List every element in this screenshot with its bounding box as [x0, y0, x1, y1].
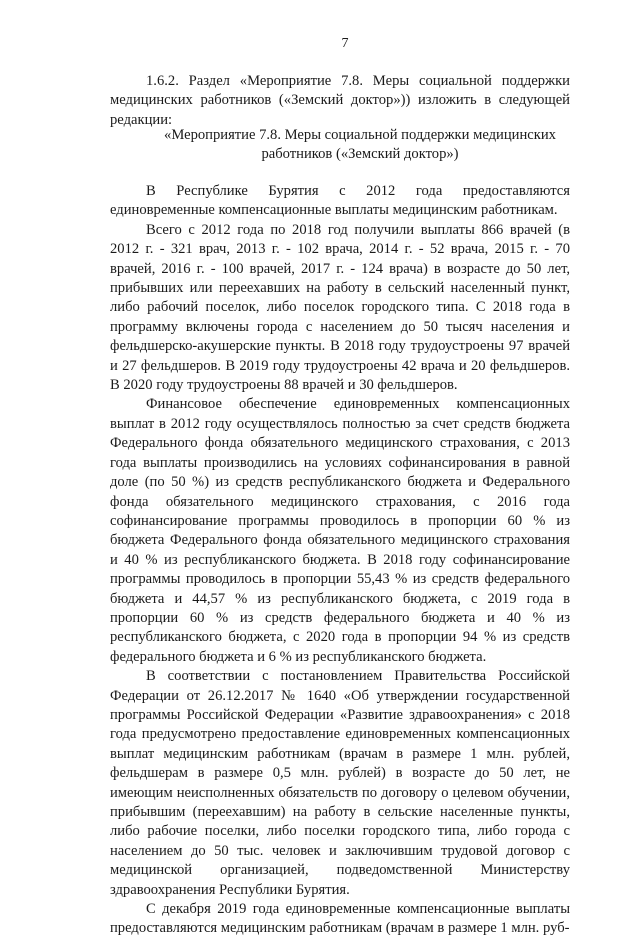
paragraph: В Республике Бурятия с 2012 года предоставляются единовременные компенсационные выплаты медицинским работникам. [110, 183, 570, 219]
paragraph: Всего с 2012 года по 2018 год получили выплаты 866 врачей (в 2012 г. - 321 врач, 2013 г. - 102 врача, 2014 г. - 52 врача, 2015 г. - 70 врачей, 2016 г. - 100 врачей, 2017 г. - 124 врача) в возрасте до 50 лет, прибывших или переехавших на работу в сельский населенный пункт, либо рабочий поселок, либо поселок городского типа. С 2018 года в программу включены города с населением до 50 тысяч населения и фельдшерско-акушерские пункты. В 2018 году трудоустроены 97 врачей и 27 фельдшеров. В 2019 году трудоустроены 42 врача и 20 фельдшеров. В 2020 году трудоустроены 88 врачей и 30 фельдшеров. [110, 221, 570, 394]
page-number: 7 [341, 36, 349, 51]
sub-heading: «Мероприятие 7.8. Меры социальной поддержки медицинских работников («Земский доктор») [164, 127, 556, 163]
body-text [110, 182, 570, 939]
paragraph: С декабря 2019 года единовременные компенсационные выплаты предоставляются медицинским работникам (врачам в размере 1 млн. руб- [110, 901, 570, 937]
paragraph: Финансовое обеспечение единовременных компенсационных выплат в 2012 году осуществлялось полностью за счет средств бюджета Федерального фонда обязательного медицинского страхования, с 2013 года выплаты производились на условиях софинансирования в равной доле (по 50 %) из средств республиканского бюджета и Федерального фонда обязательного медицинского страхования, с 2016 года софинансирование программы проводилось в пропорции 60 % из бюджета Федерального фонда обязательного медицинского страхования и 40 % из республиканского бюджета. В 2018 году софинансирование программы проводилось в пропорции 55,43 % из средств федерального бюджета и 44,57 % из республиканского бюджета, с 2019 года в пропорции 60 % из средств федерального бюджета и 40 % из республиканского бюджета, с 2020 года в пропорции 94 % из средств федерального бюджета и 6 % из республиканского бюджета. [110, 396, 570, 665]
section-heading: 1.6.2. Раздел «Мероприятие 7.8. Меры социальной поддержки медицинских работников («Земский доктор»)) изложить в следующей редакции: [110, 73, 570, 128]
paragraph: В соответствии с постановлением Правительства Российской Федерации от 26.12.2017 № 1640 «Об утверждении государственной программы Российской Федерации «Развитие здравоохранения» с 2018 года предусмотрено предоставление единовременных компенсационных выплат медицинским работникам (врачам в размере 1 млн. рублей, фельдшерам в размере 0,5 млн. рублей) в возрасте до 50 лет, не имеющим неисполненных обязательств по договору о целевом обучении, прибывшим (переехавшим) на работу в сельские населенные пункты, либо рабочие поселки, либо поселки городского типа, либо города с населением до 50 тыс. человек и заключившим трудовой договор с медицинской организацией, подведомственной Министерству здравоохранения Республики Бурятия. [110, 668, 570, 898]
